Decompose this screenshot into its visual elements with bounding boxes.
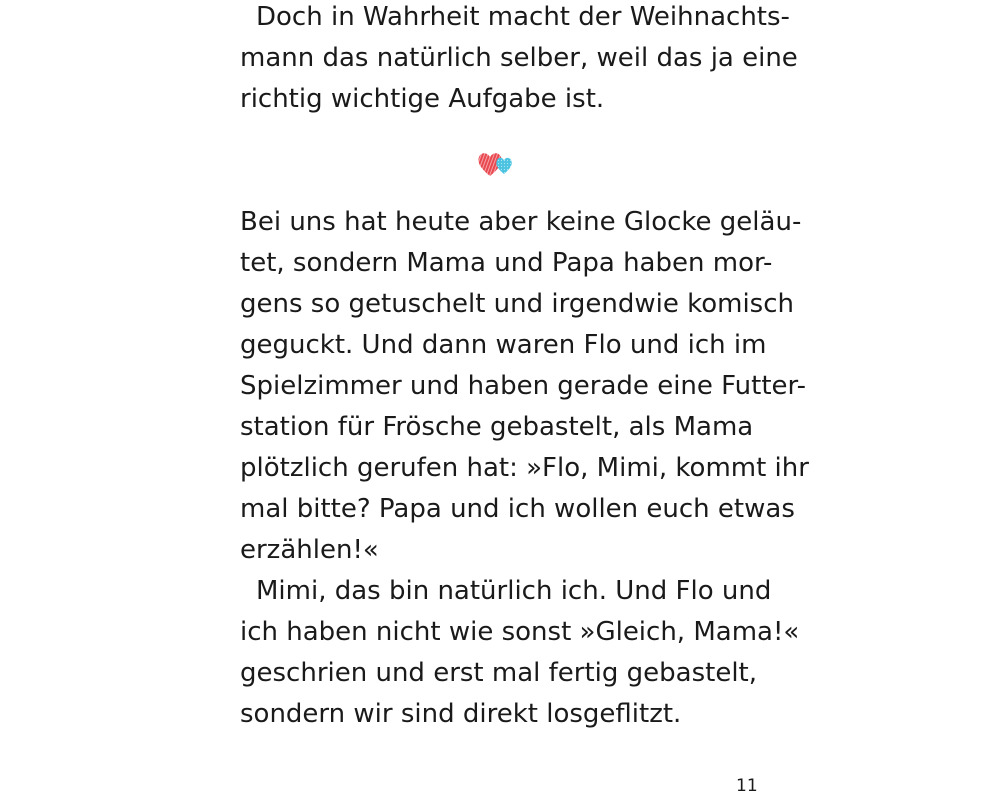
text-line: Spielzimmer und haben gerade eine Futter- xyxy=(240,371,806,401)
text-line: mal bitte? Papa und ich wollen euch etwas xyxy=(240,494,795,524)
text-line: geschrien und erst mal fertig gebastelt, xyxy=(240,658,758,688)
text-line: plötzlich gerufen hat: »Flo, Mimi, kommt ihr xyxy=(240,453,809,483)
text-line: erzählen!« xyxy=(240,535,379,565)
text-line: richtig wichtige Aufgabe ist. xyxy=(240,84,605,114)
text-line: Bei uns hat heute aber keine Glocke geläu- xyxy=(240,207,802,237)
text-line: mann das natürlich selber, weil das ja eine xyxy=(240,43,798,73)
hearts-icon xyxy=(476,150,516,180)
page-number: 11 xyxy=(736,776,758,796)
paragraph-main xyxy=(240,202,809,735)
text-line: ich haben nicht wie sonst »Gleich, Mama!« xyxy=(240,617,800,647)
text-line: Mimi, das bin natürlich ich. Und Flo und xyxy=(256,576,772,606)
text-line: station für Frösche gebastelt, als Mama xyxy=(240,412,754,442)
text-line: sondern wir sind direkt losgeflitzt. xyxy=(240,699,682,729)
paragraph-top xyxy=(240,0,798,120)
text-line: geguckt. Und dann waren Flo und ich im xyxy=(240,330,767,360)
text-line: Doch in Wahrheit macht der Weihnachts- xyxy=(256,2,790,32)
text-line: gens so getuschelt und irgendwie komisch xyxy=(240,289,794,319)
text-line: tet, sondern Mama und Papa haben mor- xyxy=(240,248,773,278)
